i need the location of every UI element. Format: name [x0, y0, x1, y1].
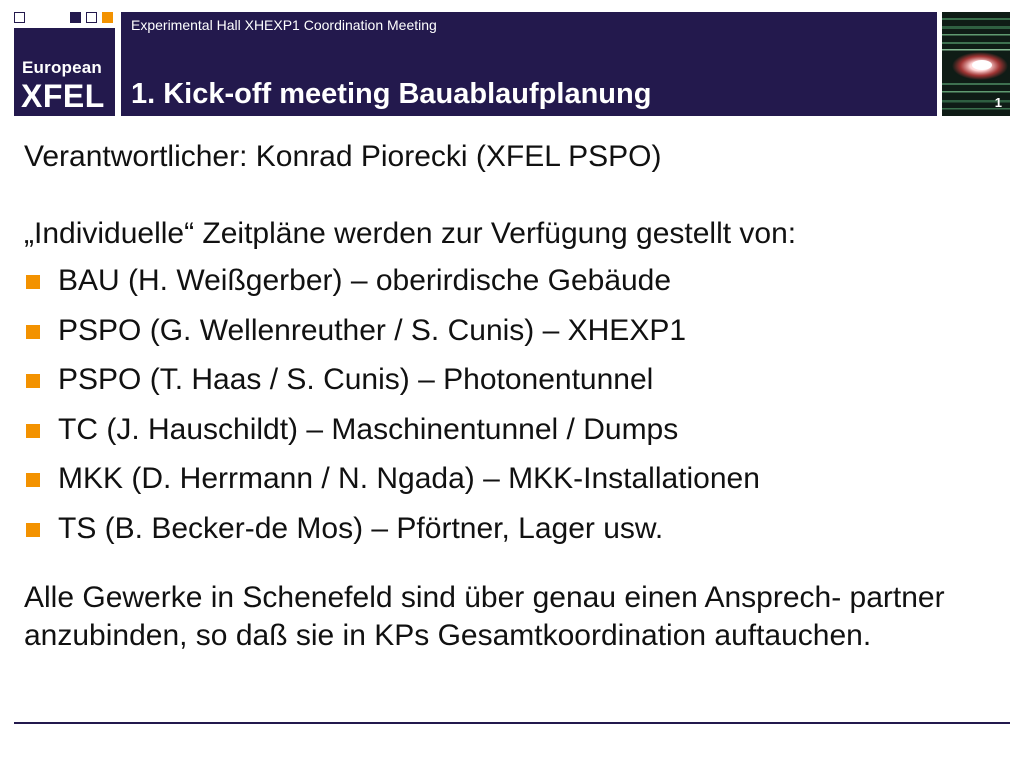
list-item-text: PSPO (G. Wellenreuther / S. Cunis) – XHEXP1: [58, 313, 687, 347]
logo-square: [70, 12, 81, 23]
closing-paragraph: Alle Gewerke in Schenefeld sind über genau einen Ansprech- partner anzubinden, so daß sie in KPs Gesamtkoordination auftauchen.: [24, 580, 945, 652]
list-item-text: TS (B. Becker-de Mos) – Pförtner, Lager usw.: [58, 511, 664, 545]
logo-square: [14, 12, 25, 23]
footer-divider: [14, 722, 1010, 724]
list-item: [24, 363, 1004, 397]
meeting-subtitle: Experimental Hall XHEXP1 Coordination Meeting: [131, 17, 437, 33]
orange-square-bullet-icon: [26, 424, 40, 438]
responsible-line: Verantwortlicher: Konrad Piorecki (XFEL PSPO): [24, 140, 662, 173]
intro-line: „Individuelle“ Zeitpläne werden zur Verfügung gestellt von:: [24, 217, 797, 250]
slide-title: 1. Kick-off meeting Bauablaufplanung: [131, 78, 652, 110]
list-item: [24, 314, 1004, 348]
header-photo-thumbnail: [942, 12, 1010, 116]
orange-square-bullet-icon: [26, 275, 40, 289]
logo-text-xfel: XFEL: [21, 78, 105, 114]
logo-text-european: European: [22, 58, 103, 77]
list-item-text: BAU (H. Weißgerber) – oberirdische Gebäude: [58, 264, 672, 297]
list-item: [24, 264, 1004, 298]
list-item: [24, 413, 1004, 447]
logo-square: [86, 12, 97, 23]
slide-content: [24, 140, 1004, 655]
list-item: [24, 462, 1004, 496]
header-bar: [121, 12, 937, 116]
list-item-text: PSPO (T. Haas / S. Cunis) – Photonentunnel: [58, 363, 654, 396]
orange-square-bullet-icon: [26, 473, 40, 487]
slide-number: 1: [994, 95, 1002, 110]
orange-square-bullet-icon: [26, 325, 40, 339]
bullet-list: [24, 264, 1004, 546]
list-item-text: MKK (D. Herrmann / N. Ngada) – MKK-Installationen: [58, 462, 760, 495]
logo-square: [102, 12, 113, 23]
orange-square-bullet-icon: [26, 523, 40, 537]
list-item: [24, 512, 1004, 546]
list-item-text: TC (J. Hauschildt) – Maschinentunnel / Dumps: [58, 412, 679, 446]
orange-square-bullet-icon: [26, 374, 40, 388]
xfel-logo: [14, 28, 115, 116]
